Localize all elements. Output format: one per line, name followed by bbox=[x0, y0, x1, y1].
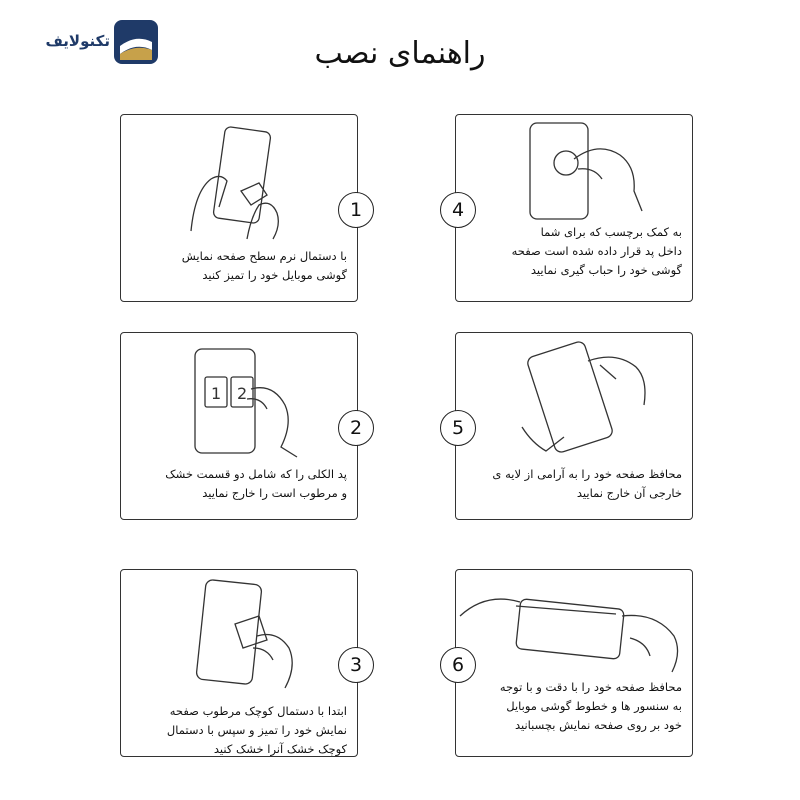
apply-protector-illustration bbox=[456, 576, 692, 676]
step-card-5 bbox=[455, 332, 693, 520]
step-number-1: 1 bbox=[338, 192, 374, 228]
phone-cleaning-illustration bbox=[181, 121, 291, 241]
step-caption: پد الکلی را که شامل دو قسمت خشک و مرطوب است را خارج نمایید bbox=[165, 467, 347, 500]
step-number-2: 2 bbox=[338, 410, 374, 446]
step-number-3: 3 bbox=[338, 647, 374, 683]
step-number-4: 4 bbox=[440, 192, 476, 228]
svg-text:2: 2 bbox=[237, 384, 248, 403]
step-card-1 bbox=[120, 114, 358, 302]
step-caption: محافظ صفحه خود را با دقت و با توجه به سنسور ها و خطوط گوشی موبایل خود بر روی صفحه نمایش بچسبانید bbox=[499, 680, 682, 732]
wet-wipe-illustration bbox=[181, 576, 301, 696]
brand-name: تکنولایف bbox=[45, 32, 110, 50]
peel-protector-illustration bbox=[516, 339, 656, 459]
step-caption: با دستمال نرم سطح صفحه نمایش گوشی موبایل خود را تمیز کنید bbox=[181, 249, 347, 282]
alcohol-pad-illustration bbox=[181, 339, 301, 459]
step-number-6: 6 bbox=[440, 647, 476, 683]
bubble-removal-illustration bbox=[516, 121, 646, 221]
step-card-3 bbox=[120, 569, 358, 757]
step-number-5: 5 bbox=[440, 410, 476, 446]
step-card-6 bbox=[455, 569, 693, 757]
page-title: راهنمای نصب bbox=[314, 36, 486, 71]
step-caption: به کمک برچسب که برای شما داخل پد قرار داده شده است صفحه گوشی خود را حباب گیری نمایید bbox=[511, 225, 682, 277]
step-card-2 bbox=[120, 332, 358, 520]
step-card-4 bbox=[455, 114, 693, 302]
step-caption: محافظ صفحه خود را به آرامی از لایه ی خارجی آن خارج نمایید bbox=[492, 467, 682, 500]
step-caption: ابتدا با دستمال کوچک مرطوب صفحه نمایش خود را تمیز و سپس با دستمال کوچک خشک آنرا خشک کنید bbox=[166, 704, 347, 756]
svg-text:1: 1 bbox=[211, 384, 222, 403]
